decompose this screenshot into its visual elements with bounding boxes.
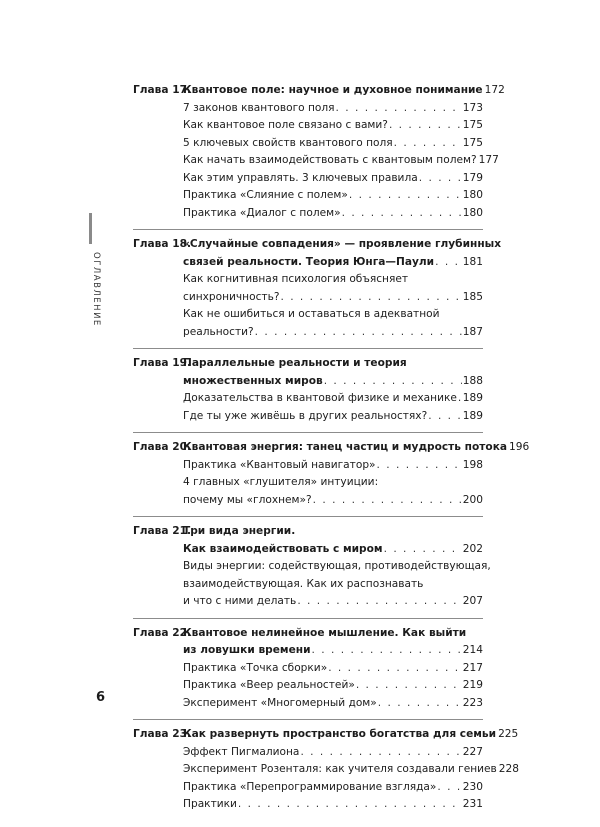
toc-entry[interactable]	[133, 593, 483, 611]
entry-title: множественных миров	[183, 374, 323, 387]
entry-body	[183, 492, 483, 510]
entry-line	[183, 660, 483, 678]
toc-entry[interactable]	[133, 541, 483, 559]
entry-title: Практики	[183, 798, 237, 810]
entry-body	[183, 408, 483, 426]
toc-entry[interactable]	[133, 642, 483, 660]
entry-body	[183, 135, 483, 153]
toc-entry[interactable]	[133, 625, 483, 643]
entry-body	[183, 236, 502, 254]
toc-entry[interactable]	[133, 796, 483, 814]
toc-entry[interactable]	[133, 135, 483, 153]
entry-line	[183, 82, 505, 100]
toc-chapter	[133, 726, 520, 821]
page-ref: 189	[462, 392, 483, 404]
toc-entry[interactable]	[133, 408, 483, 426]
toc-entry[interactable]	[133, 355, 483, 373]
chapter-number	[133, 373, 183, 391]
page-ref: 230	[462, 780, 483, 793]
toc-entry[interactable]	[133, 170, 483, 188]
entry-title: Практика «Точка сборки»	[183, 661, 328, 674]
toc-chapter	[133, 355, 483, 433]
toc-entry[interactable]	[133, 390, 483, 408]
entry-title: из ловушки времени	[183, 644, 311, 656]
dot-leader	[280, 289, 461, 307]
page-ref: 231	[462, 798, 483, 810]
entry-line	[183, 324, 483, 342]
entry-title: Эксперимент «Многомерный дом»	[183, 696, 377, 709]
entry-title: Эффект Пигмалиона	[183, 745, 300, 758]
page-ref: 175	[462, 136, 483, 149]
chapter-number	[133, 660, 183, 678]
entry-line	[183, 135, 483, 153]
page-ref: 187	[462, 325, 483, 338]
running-header: ОГЛАВЛЕНИЕ	[91, 252, 101, 327]
toc-chapter	[133, 625, 483, 721]
entry-line	[183, 457, 483, 475]
chapter-number	[133, 135, 183, 153]
entry-body	[183, 373, 483, 391]
dot-leader	[389, 117, 462, 135]
dot-leader	[324, 373, 462, 391]
entry-line	[183, 117, 483, 135]
entry-title: Как не ошибиться и оставаться в адекватной	[183, 308, 440, 320]
dot-leader	[435, 254, 462, 272]
dot-leader	[336, 100, 462, 118]
chapter-number: Глава 20.	[133, 441, 191, 453]
dot-leader	[394, 135, 462, 153]
entry-title: Как развернуть пространство богатства для семьи	[183, 728, 497, 740]
toc-chapter	[133, 236, 502, 349]
page-ref: 217	[462, 661, 483, 674]
chapter-number	[133, 271, 183, 289]
toc-entry[interactable]	[133, 474, 483, 492]
entry-title: 5 ключевых свойств квантового поля	[183, 136, 393, 149]
entry-line	[183, 289, 483, 307]
dot-leader	[356, 677, 462, 695]
chapter-number	[133, 289, 183, 307]
entry-body	[183, 726, 519, 744]
entry-line	[183, 439, 530, 457]
chapter-number: Глава 23.	[133, 728, 191, 740]
toc-entry[interactable]	[133, 744, 483, 762]
page-ref: 207	[462, 595, 483, 607]
entry-line	[183, 796, 483, 814]
toc-entry[interactable]	[133, 660, 483, 678]
toc-entry[interactable]	[133, 152, 499, 170]
chapter-number: Глава 18.	[133, 238, 191, 250]
dot-leader	[428, 408, 462, 426]
toc-entry[interactable]	[133, 306, 483, 324]
entry-body	[183, 100, 483, 118]
dot-leader	[349, 187, 462, 205]
dot-leader	[238, 796, 462, 814]
page-ref: 228	[498, 763, 520, 775]
toc-entry[interactable]	[133, 457, 483, 475]
toc-entry[interactable]	[133, 236, 502, 254]
entry-body	[183, 541, 483, 559]
chapter-number	[133, 152, 183, 170]
entry-title: Как квантовое поле связано с вами?	[183, 119, 388, 131]
entry-body	[183, 744, 483, 762]
entry-body	[183, 324, 483, 342]
toc-entry[interactable]	[133, 254, 483, 272]
entry-line	[183, 576, 483, 594]
entry-title: Практика «Квантовый навигатор»	[183, 458, 376, 471]
toc-entry[interactable]	[133, 558, 491, 576]
chapter-number	[133, 492, 183, 510]
entry-line	[183, 306, 483, 324]
entry-title: «Случайные совпадения» — проявление глубинных	[183, 238, 502, 250]
page-ref: 180	[462, 189, 483, 201]
chapter-number	[133, 474, 183, 492]
entry-line	[183, 558, 491, 576]
entry-title: Как начать взаимодействовать с квантовым полем?	[183, 154, 477, 166]
entry-line	[183, 492, 483, 510]
entry-line	[183, 236, 502, 254]
dot-leader	[377, 457, 462, 475]
dot-leader	[384, 541, 462, 559]
entry-title: взаимодействующая. Как их распознавать	[183, 577, 424, 590]
page-ref: 177	[478, 154, 499, 166]
chapter-number	[133, 324, 183, 342]
chapter-number	[133, 390, 183, 408]
entry-line	[183, 187, 483, 205]
entry-line	[183, 408, 483, 426]
chapter-number	[133, 205, 183, 223]
toc-entry[interactable]	[133, 205, 483, 223]
page-ref: 214	[462, 644, 483, 656]
entry-body	[183, 271, 483, 289]
entry-body	[183, 796, 483, 814]
page-ref: 202	[462, 542, 483, 555]
entry-body	[183, 677, 483, 695]
dot-leader	[328, 660, 462, 678]
chapter-number	[133, 779, 183, 797]
entry-title: синхроничность?	[183, 290, 280, 303]
chapter-number: Глава 21.	[133, 525, 191, 537]
entry-line	[183, 642, 483, 660]
entry-title: Практика «Перепрограммирование взгляда»	[183, 780, 437, 793]
page-ref: 196	[509, 441, 530, 453]
entry-line	[183, 779, 483, 797]
entry-title: связей реальности. Теория Юнга—Паули	[183, 255, 435, 268]
entry-body	[183, 593, 483, 611]
dot-leader	[312, 642, 462, 660]
toc-entry[interactable]	[133, 761, 520, 779]
entry-body	[183, 576, 483, 594]
entry-body	[183, 779, 483, 797]
entry-body	[183, 558, 491, 576]
page-ref: 188	[462, 374, 483, 387]
chapter-number	[133, 457, 183, 475]
page-ref: 181	[462, 255, 483, 268]
entry-line	[183, 744, 483, 762]
entry-title: Как этим управлять. 3 ключевых правила	[183, 171, 418, 184]
entry-title: Как взаимодействовать с миром	[183, 542, 383, 555]
entry-title: Параллельные реальности и теория	[183, 357, 407, 369]
page-ref: 198	[462, 458, 483, 471]
chapter-number	[133, 576, 183, 594]
entry-line	[183, 100, 483, 118]
chapter-number	[133, 408, 183, 426]
toc-entry[interactable]	[133, 439, 530, 457]
entry-body	[183, 474, 483, 492]
entry-title: Как когнитивная психология объясняет	[183, 273, 409, 285]
toc-entry[interactable]	[133, 726, 519, 744]
entry-body	[183, 355, 483, 373]
entry-body	[183, 439, 530, 457]
dot-leader	[313, 492, 462, 510]
entry-line	[183, 523, 483, 541]
chapter-number	[133, 117, 183, 135]
toc-entry[interactable]	[133, 677, 483, 695]
chapter-number: Глава 17.	[133, 84, 191, 96]
entry-body	[183, 82, 505, 100]
page-ref: 179	[462, 171, 483, 184]
toc-chapter	[133, 523, 491, 619]
entry-body	[183, 695, 483, 713]
chapter-number	[133, 642, 183, 660]
entry-title: и что с ними делать	[183, 595, 297, 607]
page-ref: 172	[484, 84, 505, 96]
entry-title: Практика «Диалог с полем»	[183, 206, 341, 219]
dot-leader	[378, 695, 462, 713]
entry-line	[183, 474, 483, 492]
entry-line	[183, 271, 483, 289]
entry-title: Эксперимент Розенталя: как учителя создавали гениев	[183, 763, 497, 775]
entry-title: Квантовое нелинейное мышление. Как выйти	[183, 626, 467, 639]
dot-leader	[437, 779, 461, 797]
page-ref: 175	[462, 119, 483, 131]
entry-body	[183, 289, 483, 307]
entry-body	[183, 660, 483, 678]
entry-line	[183, 390, 483, 408]
page-ref: 227	[462, 745, 483, 758]
page-ref: 223	[462, 696, 483, 709]
entry-title: 7 законов квантового поля	[183, 101, 335, 114]
entry-body	[183, 761, 520, 779]
entry-line	[183, 695, 483, 713]
entry-line	[183, 355, 483, 373]
chapter-number	[133, 558, 183, 576]
toc-entry[interactable]	[133, 271, 483, 289]
dot-leader	[297, 593, 461, 611]
toc-entry[interactable]	[133, 695, 483, 713]
page-ref: 185	[462, 290, 483, 303]
page-ref: 180	[462, 206, 483, 219]
entry-title: Виды энергии: содействующая, противодействующая,	[183, 560, 491, 572]
chapter-number	[133, 695, 183, 713]
toc-entry[interactable]	[133, 82, 505, 100]
entry-title: Квантовое поле: научное и духовное понимание	[183, 84, 483, 96]
toc-entry[interactable]	[133, 576, 483, 594]
entry-title: Где ты уже живёшь в других реальностях?	[183, 409, 428, 422]
entry-body	[183, 152, 499, 170]
page-ref: 189	[462, 409, 483, 422]
page-ref: 173	[462, 101, 483, 114]
entry-line	[183, 152, 499, 170]
dot-leader	[458, 390, 462, 408]
chapter-number	[133, 100, 183, 118]
toc-entry[interactable]	[133, 492, 483, 510]
dot-leader	[255, 324, 462, 342]
entry-line	[183, 170, 483, 188]
entry-title: Практика «Слияние с полем»	[183, 189, 348, 201]
entry-body	[183, 625, 483, 643]
entry-title: Квантовая энергия: танец частиц и мудрость потока	[183, 441, 508, 453]
entry-body	[183, 642, 483, 660]
entry-body	[183, 390, 483, 408]
chapter-number	[133, 593, 183, 611]
toc-entry[interactable]	[133, 523, 483, 541]
chapter-number	[133, 761, 183, 779]
dot-leader	[342, 205, 462, 223]
entry-body	[183, 523, 483, 541]
entry-line	[183, 761, 520, 779]
entry-line	[183, 726, 519, 744]
margin-bar	[89, 213, 92, 244]
chapter-number	[133, 306, 183, 324]
entry-title: 4 главных «глушителя» интуиции:	[183, 476, 379, 488]
chapter-number	[133, 796, 183, 814]
chapter-number	[133, 254, 183, 272]
chapter-number	[133, 170, 183, 188]
dot-leader	[419, 170, 462, 188]
page-number: 6	[96, 690, 106, 705]
chapter-number: Глава 19.	[133, 357, 191, 369]
entry-title: почему мы «глохнем»?	[183, 493, 312, 506]
entry-title: Три вида энергии.	[183, 525, 296, 537]
table-of-contents	[133, 82, 530, 827]
chapter-number	[133, 187, 183, 205]
toc-chapter	[133, 439, 530, 517]
entry-line	[183, 254, 483, 272]
toc-chapter	[133, 82, 505, 230]
entry-title: Доказательства в квантовой физике и механике	[183, 392, 457, 404]
toc-entry[interactable]	[133, 373, 483, 391]
entry-body	[183, 187, 483, 205]
entry-body	[183, 306, 483, 324]
chapter-number: Глава 22.	[133, 626, 191, 639]
chapter-number	[133, 744, 183, 762]
entry-body	[183, 254, 483, 272]
toc-entry[interactable]	[133, 187, 483, 205]
toc-entry[interactable]	[133, 289, 483, 307]
entry-body	[183, 457, 483, 475]
chapter-number	[133, 677, 183, 695]
entry-line	[183, 373, 483, 391]
entry-body	[183, 170, 483, 188]
page-ref: 200	[462, 493, 483, 506]
dot-leader	[300, 744, 461, 762]
page-ref: 219	[462, 679, 483, 691]
entry-line	[183, 677, 483, 695]
entry-line	[183, 593, 483, 611]
entry-line	[183, 541, 483, 559]
entry-title: реальности?	[183, 325, 254, 338]
entry-line	[183, 625, 483, 643]
toc-entry[interactable]	[133, 100, 483, 118]
page-ref: 225	[498, 728, 519, 740]
chapter-number	[133, 541, 183, 559]
toc-entry[interactable]	[133, 324, 483, 342]
toc-entry[interactable]	[133, 117, 483, 135]
entry-title: Практика «Веер реальностей»	[183, 679, 355, 691]
entry-body	[183, 205, 483, 223]
toc-entry[interactable]	[133, 779, 483, 797]
entry-body	[183, 117, 483, 135]
entry-line	[183, 205, 483, 223]
